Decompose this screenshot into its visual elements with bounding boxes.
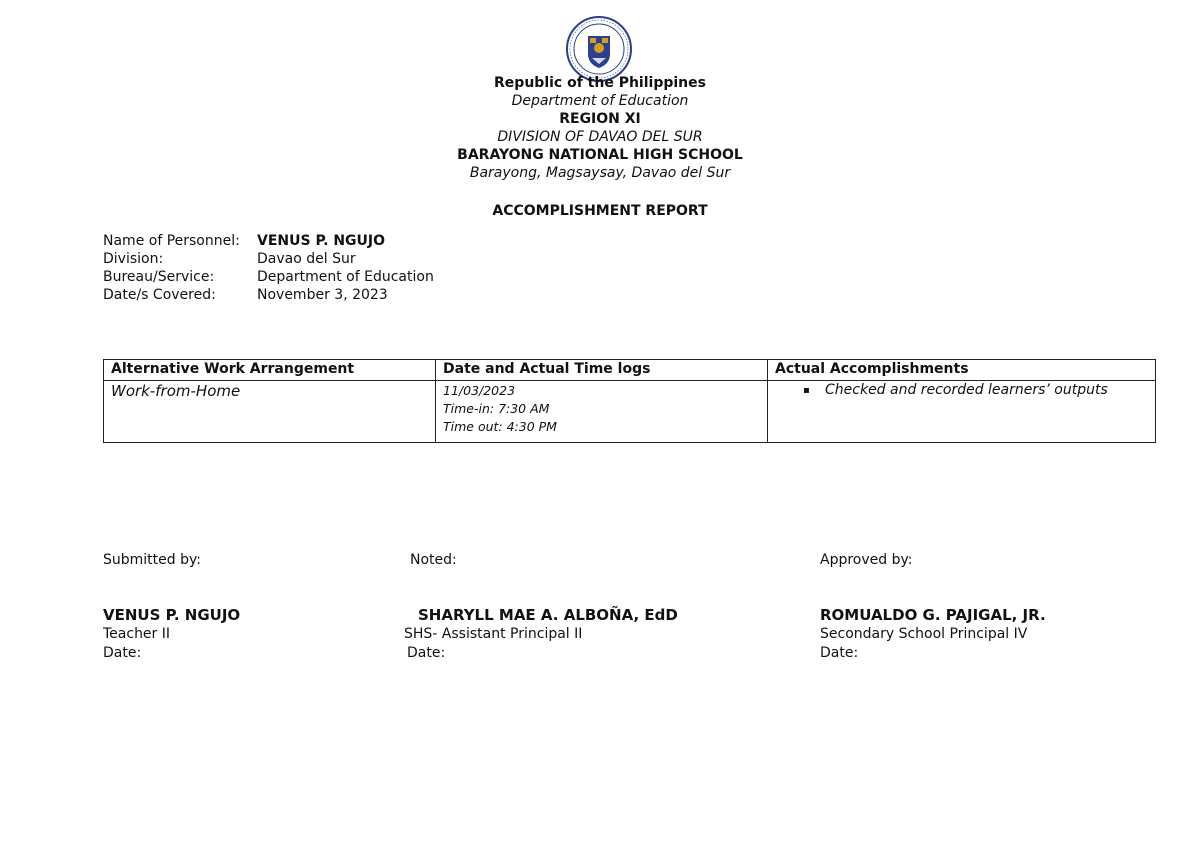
arrangement-value: Work-from-Home	[111, 382, 241, 400]
column-header: Actual Accomplishments	[768, 360, 1156, 381]
accomplishment-cell	[768, 381, 1156, 443]
accomplishment-table	[103, 359, 1156, 443]
info-value: November 3, 2023	[257, 287, 388, 303]
column-header: Alternative Work Arrangement	[104, 360, 436, 381]
noted-label: Noted:	[410, 552, 457, 568]
column-header: Date and Actual Time logs	[436, 360, 768, 381]
log-time-in: Time-in: 7:30 AM	[443, 401, 550, 416]
personnel-info	[103, 232, 434, 304]
approved-by-label: Approved by:	[820, 552, 913, 568]
info-value: VENUS P. NGUJO	[257, 233, 386, 249]
noter-position: SHS- Assistant Principal II	[404, 626, 583, 642]
accomplishment-item	[775, 382, 1148, 400]
submitter-date: Date:	[103, 645, 142, 661]
info-label: Name of Personnel:	[103, 233, 240, 249]
school-header	[0, 74, 1200, 182]
approver-signature-block	[820, 606, 1046, 663]
info-value: Davao del Sur	[257, 251, 356, 267]
info-row-bureau	[103, 268, 434, 286]
info-label: Bureau/Service:	[103, 269, 215, 285]
submitter-position: Teacher II	[103, 626, 171, 642]
submitter-name: VENUS P. NGUJO	[103, 606, 241, 624]
approver-position: Secondary School Principal IV	[820, 626, 1028, 642]
submitted-by-label: Submitted by:	[103, 552, 201, 568]
arrangement-cell	[104, 381, 436, 443]
header-region: REGION XI	[559, 111, 641, 127]
info-row-division	[103, 250, 434, 268]
report-title: ACCOMPLISHMENT REPORT	[492, 203, 708, 219]
bullet-icon: ▪	[803, 385, 810, 396]
approver-name: ROMUALDO G. PAJIGAL, JR.	[820, 606, 1046, 624]
timelog-cell	[436, 381, 768, 443]
noter-signature-block	[404, 606, 678, 663]
log-date: 11/03/2023	[443, 383, 516, 398]
info-row-dates	[103, 286, 434, 304]
log-time-out: Time out: 4:30 PM	[443, 419, 557, 434]
table-row	[104, 381, 1156, 443]
header-department: Department of Education	[511, 93, 689, 109]
header-address: Barayong, Magsaysay, Davao del Sur	[469, 165, 731, 181]
table-header-row	[104, 360, 1156, 381]
accomplishment-text: Checked and recorded learners’ outputs	[825, 382, 1108, 398]
header-school: BARAYONG NATIONAL HIGH SCHOOL	[457, 147, 743, 163]
submitter-signature-block	[103, 606, 240, 663]
info-label: Division:	[103, 251, 164, 267]
info-value: Department of Education	[257, 269, 434, 285]
noter-name: SHARYLL MAE A. ALBOÑA, EdD	[418, 606, 678, 624]
header-division: DIVISION OF DAVAO DEL SUR	[497, 129, 703, 145]
approver-date: Date:	[820, 645, 859, 661]
info-row-name	[103, 232, 434, 250]
noter-date: Date:	[407, 645, 446, 661]
deped-seal-logo	[566, 16, 632, 82]
header-republic: Republic of the Philippines	[494, 75, 706, 91]
info-label: Date/s Covered:	[103, 287, 216, 303]
